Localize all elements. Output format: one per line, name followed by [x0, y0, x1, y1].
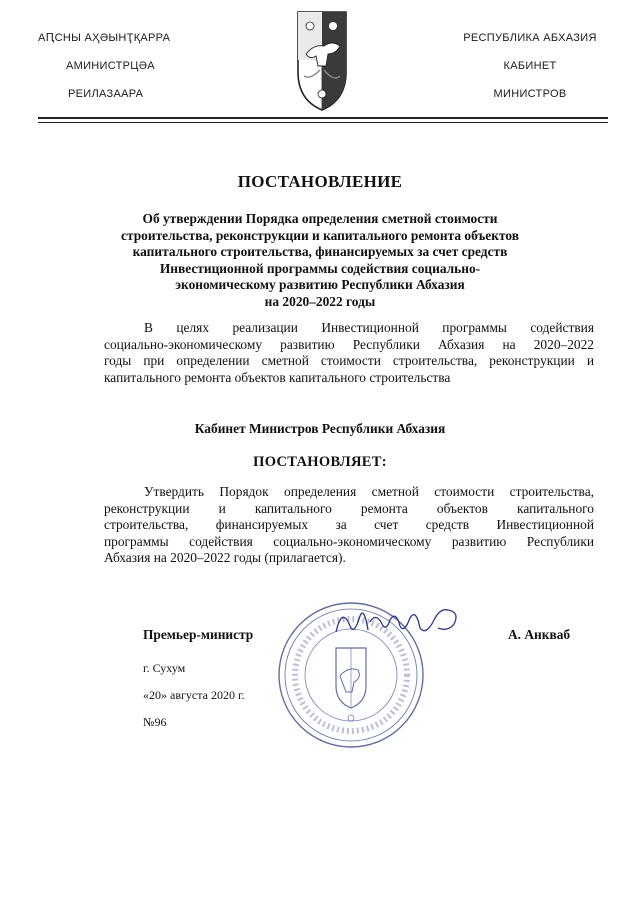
subject-line: Об утверждении Порядка определения сметной стоимости: [142, 211, 498, 226]
subject-line: на 2020–2022 годы: [264, 293, 376, 309]
body-line: реконструкции и капитального ремонта объектов капитального: [104, 500, 594, 516]
header-right-russian: [440, 24, 620, 108]
body-line: программы содействия социально-экономическому развитию Республики: [104, 533, 594, 549]
preamble-paragraph: [104, 320, 594, 386]
operative-paragraph: [104, 484, 594, 567]
document-title: ПОСТАНОВЛЕНИЕ: [237, 172, 403, 191]
preamble-line: годы при определении сметной стоимости строительства, реконструкции и: [104, 353, 594, 368]
subject-line: экономическому развитию Республики Абхазия: [175, 277, 465, 292]
header-left-abkhaz: [38, 24, 228, 108]
signatory-name: А. Анкваб: [508, 627, 571, 642]
subject-line: строительства, реконструкции и капитального ремонта объектов: [121, 227, 519, 243]
header-rule-thick: [38, 117, 608, 119]
issuer-heading: Кабинет Министров Республики Абхазия: [194, 421, 446, 436]
header-right-line-1: РЕСПУБЛИКА АБХАЗИЯ: [463, 32, 597, 44]
preamble-line: социально-экономическому развитию Республики Абхазия на 2020–2022: [104, 336, 594, 352]
abkhazia-coat-of-arms-icon: [296, 10, 348, 112]
body-line: Утвердить Порядок определения сметной стоимости строительства,: [144, 484, 594, 499]
signatory-position: Премьер-министр: [143, 627, 254, 642]
handwritten-signature: [330, 602, 470, 642]
header-right-line-2: КАБИНЕТ: [503, 60, 557, 72]
header-right-line-3: МИНИСТРОВ: [493, 88, 567, 100]
document-place: г. Сухум: [143, 661, 186, 675]
document-subject: [110, 211, 530, 310]
header-left-line-3: РЕИЛАЗААРА: [68, 88, 144, 100]
header-left-line-2: АМИНИСТРЦӘА: [66, 60, 155, 72]
header-left-line-1: АԤСНЫ АҲӘЫНҬҚАРРА: [38, 32, 171, 44]
preamble-line: В целях реализации Инвестиционной программы содействия: [144, 320, 594, 335]
header-rule-thin: [38, 122, 608, 123]
document-date: «20» августа 2020 г.: [143, 688, 245, 702]
subject-line: капитального строительства, финансируемых за счет средств: [132, 244, 508, 259]
document-number: №96: [143, 715, 167, 729]
subject-line: Инвестиционной программы содействия социально-: [159, 260, 481, 276]
body-line: строительства, финансируемых за счет средств Инвестиционной: [104, 517, 594, 532]
body-line: Абхазия на 2020–2022 годы (прилагается).: [104, 550, 346, 565]
decree-heading: ПОСТАНОВЛЯЕТ:: [253, 454, 387, 470]
preamble-line: капитального ремонта объектов капитального строительства: [104, 369, 451, 385]
